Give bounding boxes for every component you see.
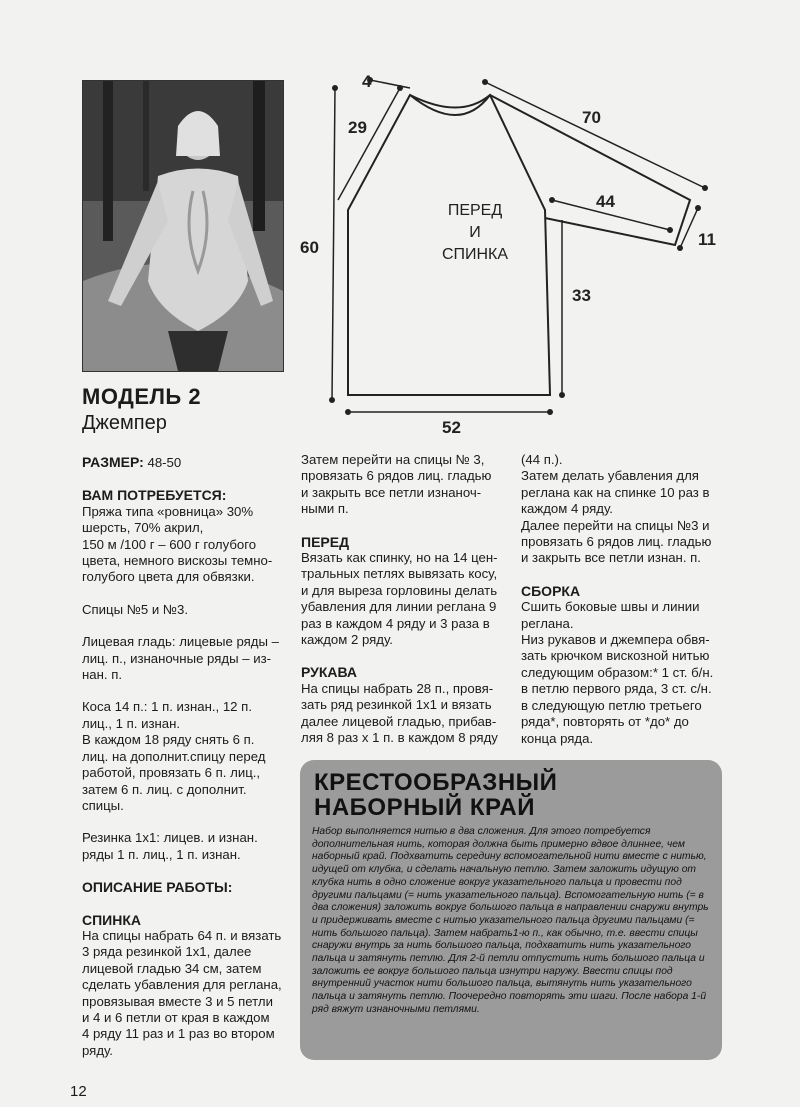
stockinette-line: нан. п. [82, 667, 123, 683]
model-photo-illustration [83, 81, 283, 371]
back-line: сделать убавления для реглана, [82, 977, 282, 993]
col2-intro-line: Затем перейти на спицы № 3, [301, 452, 485, 467]
page-number: 12 [70, 1083, 87, 1100]
dim-neck: 4 [362, 72, 372, 91]
cable-line: спицы. [82, 797, 124, 813]
assembly-line: Сшить боковые швы и линии [521, 599, 700, 615]
col2-intro-line: провязать 6 рядов лиц. гладью [301, 468, 492, 484]
dim-sleeve-width: 44 [596, 192, 615, 211]
schematic-center-label [400, 200, 550, 266]
col3-intro-line: реглана как на спинке 10 раз в [521, 484, 710, 500]
info-box-title-line1: КРЕСТООБРАЗНЫЙ [314, 769, 558, 796]
schematic-and: И [469, 224, 481, 241]
assembly-line: в следующую петлю третьего [521, 697, 702, 713]
cable-line: лиц., 1 п. изнан. [82, 715, 181, 731]
back-line: и 4 и 6 петли от края в каждом [82, 1009, 270, 1025]
cable-line: затем 6 п. лиц. с дополнит. [82, 781, 247, 797]
sleeves-line: зать ряд резинкой 1х1 и вязать [301, 697, 492, 713]
materials-line: голубого цвета для обвязки. [82, 569, 255, 585]
sleeves-line: далее лицевой гладью, прибав- [301, 713, 497, 729]
front-line: раз в каждом 4 ряду и 3 раза в [301, 615, 490, 631]
dim-side: 33 [572, 286, 591, 305]
sleeves-heading: РУКАВА [301, 664, 358, 681]
cable-line: работой, провязать 6 п. лиц., [82, 765, 261, 781]
column-1 [82, 454, 292, 1059]
assembly-line: конца ряда. [521, 730, 594, 746]
materials-line: 150 м /100 г – 600 г голубого [82, 536, 257, 552]
cable-line: лиц. на дополнит.спицу перед [82, 748, 266, 764]
model-title: МОДЕЛЬ 2 [82, 384, 202, 409]
back-heading: СПИНКА [82, 911, 142, 928]
cable-line: Коса 14 п.: 1 п. изнан., 12 п. [82, 699, 252, 715]
back-line: лицевой гладью 34 см, затем [82, 960, 262, 976]
info-box-title [314, 770, 557, 820]
stockinette-line: Лицевая гладь: лицевые ряды – [82, 634, 279, 650]
col3-intro-line: (44 п.). [521, 452, 563, 467]
assembly-heading: СБОРКА [521, 582, 581, 599]
dim-width: 52 [442, 418, 461, 437]
materials-heading: ВАМ ПОТРЕБУЕТСЯ: [82, 487, 227, 504]
assembly-line: Низ рукавов и джемпера обвя- [521, 632, 710, 648]
materials-line: шерсть, 70% акрил, [82, 520, 204, 536]
stockinette-line: лиц. п., изнаночные ряды – из- [82, 650, 272, 666]
front-line: убавления для линии реглана 9 [301, 599, 497, 615]
col3-intro-line: провязать 6 рядов лиц. гладью [521, 534, 712, 550]
cable-line: В каждом 18 ряду снять 6 п. [82, 732, 255, 748]
dim-raglan: 29 [348, 118, 367, 137]
rib-line: Резинка 1х1: лицев. и изнан. [82, 830, 258, 846]
front-line: Вязать как спинку, но на 14 цен- [301, 550, 498, 566]
col3-intro-line: и закрыть все петли изнан. п. [521, 550, 701, 566]
model-photo [82, 80, 284, 372]
back-line: провязывая вместе 3 и 5 петли [82, 993, 273, 1009]
size-label: РАЗМЕР: [82, 454, 144, 470]
info-box-text: Набор выполняется нитью в два сложения. Для этого потребуется дополнительная нить, которая должна быть примерно вдвое длиннее, чем наборный край. Подхватить середину вспомогательной нити вместе с нитью, идущей от клубка, и сделать начальную петлю. Затем заложить идущую от клубка нить в одно сложение вокруг указательного пальца и провести под другими пальцами (= нить указательного пальца). Вспомогательную нить (= в два сложения) заложить вокруг большого пальца в направлении снаружи внутрь и придерживать вместе с нитью указательного пальца другими пальцами (= нить большого пальца). Затем набрать1-ю п., как обычно, т.е. ввести спицы снаружи внутрь за нить большого пальца, подхватить нить указательного пальца и затянуть петлю. Для 2-й петли отпустить нить большого пальца и заложить ее вокруг большого пальца изнутри наружу. Ввести спицы под внутренний участок нити большого пальца, вытянуть нить указательного пальца и затянуть петлю. Поочередно повторять эти шаги. После набора 1-й ряд вяжут изнаночными петлями. [312, 826, 709, 1015]
assembly-line: зать крючком вискозной нитью [521, 648, 710, 664]
col3-intro-line: Затем делать убавления для [521, 468, 699, 484]
assembly-line: в петлю первого ряда, 3 ст. с/н. [521, 681, 712, 697]
cast-on-info-box [300, 760, 722, 1060]
assembly-line: реглана. [521, 615, 574, 631]
needles-text: Спицы №5 и №3. [82, 601, 189, 617]
materials-line: цвета, немного вискозы темно- [82, 553, 273, 569]
col2-intro-line: ными п. [301, 501, 349, 517]
dim-cuff: 11 [698, 230, 716, 249]
back-line: 4 ряду 11 раз и 1 раз во втором [82, 1026, 275, 1042]
schematic-back: СПИНКА [441, 246, 509, 263]
size-line [82, 454, 292, 471]
assembly-line: следующим образом:* 1 ст. б/н. [521, 664, 714, 680]
schematic-front: ПЕРЕД [447, 202, 503, 219]
sleeves-line: На спицы набрать 28 п., провя- [301, 680, 494, 696]
info-box-title-line2: НАБОРНЫЙ КРАЙ [314, 794, 535, 821]
materials-line: Пряжа типа «ровница» 30% [82, 503, 254, 519]
col2-intro-line: и закрыть все петли изнаноч- [301, 484, 482, 500]
front-line: и для выреза горловины делать [301, 582, 498, 598]
front-line: каждом 2 ряду. [301, 632, 393, 648]
model-subtitle: Джемпер [82, 412, 167, 434]
sleeves-line: ляя 8 раз х 1 п. в каждом 8 ряду [301, 730, 498, 746]
back-line: 3 ряда резинкой 1х1, далее [82, 944, 252, 960]
size-value: 48-50 [147, 455, 182, 470]
front-line: тральных петлях вывязать косу, [301, 566, 498, 582]
column-3 [521, 452, 736, 747]
col3-intro-line: каждом 4 ряду. [521, 501, 613, 517]
back-line: На спицы набрать 64 п. и вязать [82, 927, 282, 943]
assembly-line: ряда*, повторять от *до* до [521, 714, 689, 730]
front-heading: ПЕРЕД [301, 533, 350, 550]
dim-sleeve-length: 70 [582, 108, 601, 127]
sweater-schematic [290, 60, 730, 440]
dim-height: 60 [300, 238, 319, 257]
column-2 [301, 452, 511, 747]
col3-intro-line: Далее перейти на спицы №3 и [521, 517, 710, 533]
rib-line: ряды 1 п. лиц., 1 п. изнан. [82, 846, 241, 862]
description-heading: ОПИСАНИЕ РАБОТЫ: [82, 879, 233, 896]
back-line: ряду. [82, 1042, 113, 1058]
